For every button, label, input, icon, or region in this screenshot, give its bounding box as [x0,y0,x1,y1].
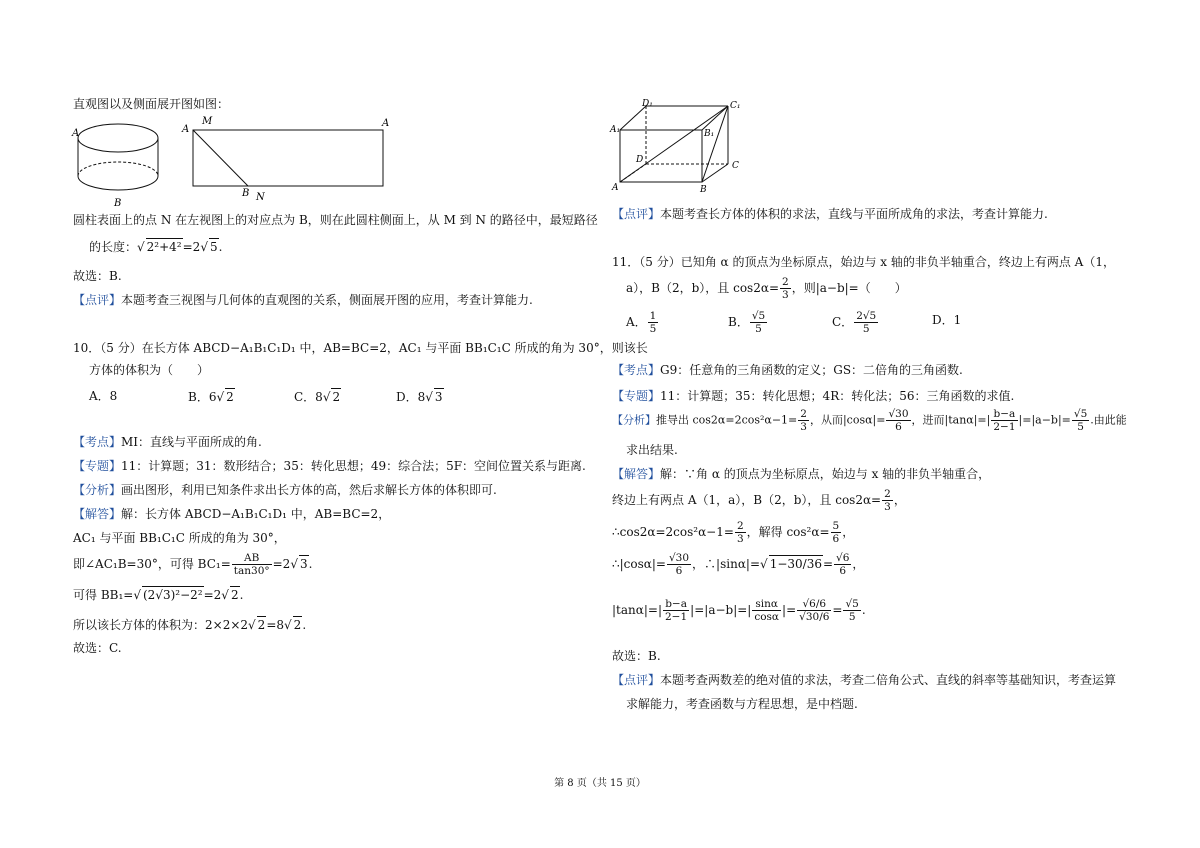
q9-eq: =2 [182,240,201,254]
cube-label-d: D [636,155,644,165]
cylinder-bottom-front [78,176,158,190]
q10-line1: 10．（5 分）在长方体 ABCD−A₁B₁C₁D₁ 中，AB=BC=2，AC₁ 与平面 BB₁C₁C 所成的角为 30°，则该长 [73,341,648,355]
q11-solution-3: ∴cos2α=2cos²α−1= $\frac{2}{3}$ ，解得 cos²α= $\frac{5}{6}$ ， [612,520,855,545]
net-diagonal-mn [193,130,248,186]
cube-label-c1: C₁ [730,101,741,111]
q9-review-text: 本题考查三视图与几何体的直观图的关系，侧面展开图的应用，考查计算能力. [121,293,533,307]
q11-review-1: 【点评】本题考查两数差的绝对值的求法，考查二倍角公式、直线的斜率等基础知识，考查运算 [612,673,1117,687]
q9-review [73,292,533,308]
q10-option-b: B．6√ 2 [188,388,235,405]
cube-label-b1: B₁ [704,129,715,139]
fig2-label-b: B [242,188,250,199]
q10-review: 【点评】本题考查长方体的体积的求法，直线与平面所成角的求法，考查计算能力. [612,207,1048,221]
diagonal-ac1 [620,106,728,182]
q11-option-a: A． $\frac{1}{5}$ [626,310,657,335]
q11-point: 【考点】G9：任意角的三角函数的定义；GS：二倍角的三角函数. [612,363,963,377]
q11-option-b: B． $\frac{√5}{5}$ [728,310,766,335]
q9-length-label: 的长度： [89,240,138,254]
cylinder-top-ellipse [78,124,158,152]
q10-solution-2: AC₁ 与平面 BB₁C₁C 所成的角为 30°， [73,531,286,545]
q10-topic: 【专题】11：计算题；31：数形结合；35：转化思想；49：综合法；5F：空间位置关系与距离. [73,459,586,473]
q10-analysis: 【分析】画出图形，利用已知条件求出长方体的高，然后求解长方体的体积即可. [73,483,497,497]
cuboid-figure [608,96,748,194]
net-rectangle [193,130,383,186]
cube-label-a1: A₁ [610,125,621,135]
q10-option-d: D．8√ 3 [396,388,444,405]
q11-option-c: C． $\frac{2√5}{5}$ [832,310,877,335]
cube-label-b: B [700,185,707,194]
q11-option-d: D．1 [932,313,962,327]
q9-line1: 圆柱表面上的点 N 在左视图上的对应点为 B，则在此圆柱侧面上，从 M 到 N 的路径中，最短路径 [73,213,598,227]
q9-radical-sign [137,240,145,254]
q10-option-a: A．8 [89,389,118,403]
q10-answer: 故选：C. [73,641,122,655]
fig1-label-b: B [114,198,122,208]
fig2-label-n: N [256,192,265,203]
cube-label-a: A [612,183,619,193]
q9-radicand: 2²+4² [146,240,182,254]
q11-analysis-2: 求出结果. [626,443,678,457]
q9-line2 [89,238,222,255]
q11-topic: 【专题】11：计算题；35：转化思想；4R：转化法；56：三角函数的求值. [612,389,1015,403]
q11-solution-4: ∴|cosα|= $\frac{√30}{6}$ ，∴|sinα|=√ 1−30/36= $\frac{√6}{6}$ ， [612,552,864,577]
q11-review-2: 求解能力，考查函数与方程思想，是中档题. [626,697,858,711]
q9-radical-sign-2 [200,240,208,254]
q11-solution-2: 终边上有两点 A（1，a），B（2，b），且 cos2α= $\frac{2}{3}$ ， [612,488,906,513]
fig2-label-a-right: A [382,118,390,129]
q10-solution-4: 可得 BB₁=√ (2√3)²−2²=2√ 2. [73,586,243,603]
q10-solution-3: 即∠AC₁B=30°，可得 BC₁= $\frac{AB}{\tan 30^\circ}$ =2√ 3. [73,552,312,577]
q9-review-tag: 【点评】 [73,293,122,307]
q11-analysis-1: 【分析】推导出 cos2α=2cos²α−1= $\frac{2}{3}$ ，从而|cosα|= $\frac{√30}{6}$ ，进而|tanα|=| $\frac{b-a}{2-1}$ |=|a−b|= $\frac{√5}{5}$ .由此能 [612,408,1127,433]
q10-line2: 方体的体积为（ ） [89,363,210,377]
q10-solution-5: 所以该长方体的体积为：2×2×2√ 2=8√ 2. [73,616,306,633]
q9-radicand-2: 5 [209,240,218,254]
q11-line2: a），B（2，b），且 cos2α= $\frac{2}{3}$ ，则|a−b|=（ ） [626,276,907,301]
q11-solution-5: |tanα|=| $\frac{b-a}{2-1}$ |=|a−b|=| $\frac{\sin\alpha}{\cos\alpha}$ |= $\frac{√6/6}{√30/6}$ = $\frac{√5}{5}$ . [612,598,866,623]
fig2-label-a-left: A [182,124,190,135]
page-footer: 第 8 页（共 15 页） [554,778,646,789]
q9-period: . [218,240,223,254]
intro-text: 直观图以及侧面展开图如图： [73,97,230,111]
fig2-label-m: M [202,116,213,127]
cylinder-bottom-back [78,162,158,176]
q11-solution-1: 【解答】解：∵角 α 的顶点为坐标原点，始边与 x 轴的非负半轴重合， [612,467,991,481]
q10-option-c: C．8√ 2 [294,388,341,405]
cylinder-and-net-figure [70,112,390,208]
cube-label-c: C [732,161,739,171]
q10-point: 【考点】MI：直线与平面所成的角. [73,435,262,449]
q9-answer: 故选：B. [73,269,122,283]
cube-label-d1: D₁ [642,99,653,109]
q10-solution-1: 【解答】解：长方体 ABCD−A₁B₁C₁D₁ 中，AB=BC=2， [73,507,391,521]
fig1-label-a: A [72,128,80,139]
q11-line1: 11．（5 分）已知角 α 的顶点为坐标原点，始边与 x 轴的非负半轴重合，终边上有两点 A（1， [612,255,1115,269]
q11-answer: 故选：B. [612,649,661,663]
